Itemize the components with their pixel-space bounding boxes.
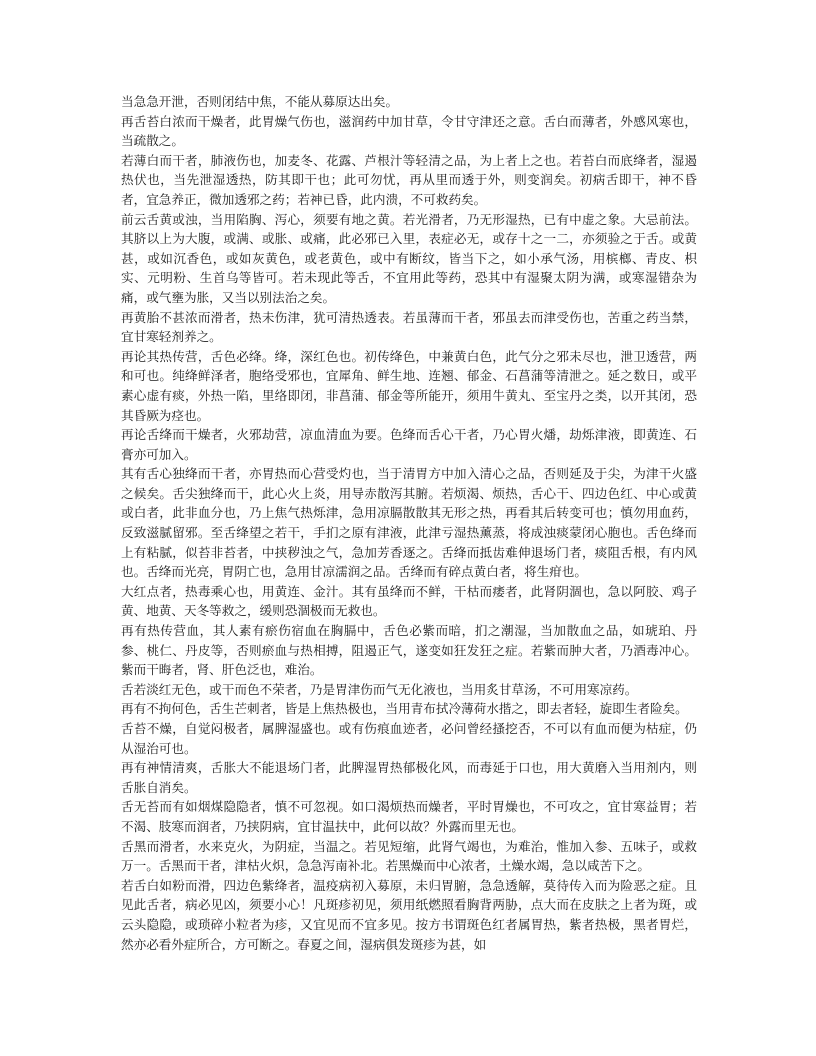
paragraph: 再论舌绛而干燥者，火邪劫营，凉血清血为要。色绛而舌心干者，乃心胃火燔，劫烁津液，即黄连、石膏亦可加入。 <box>121 427 697 462</box>
paragraph: 当急急开泄，否则闭结中焦，不能从募原达出矣。 <box>121 94 399 109</box>
paragraph: 舌黑而滑者，水来克火，为阴症，当温之。若见短缩，此肾气竭也，为难治，惟加入参、五味子，或救万一。舌黑而干者，津枯火炽，急急泻南补北。若黑燥而中心浓者，土燥水竭，急以咸苦下之。 <box>121 838 697 874</box>
paragraph: 若舌白如粉而滑，四边色紫绛者，温疫病初入募原，未归胃腑，急急透解，莫待传入而为险恶之症。且见此舌者，病必见凶，须要小心！凡斑疹初见，须用纸燃照看胸背两胁，点大而在皮肤之上者为斑，或云头隐隐，或琐碎小粒者为疹，又宜见而不宜多见。按方书谓斑色红者属胃热，紫者热极，黑者胃烂，然亦必看外症所合，方可断之。春夏之间，湿病俱发斑疹为甚，如 <box>121 877 697 952</box>
paragraph: 舌苔不燥，自觉闷极者，属脾湿盛也。或有伤痕血迹者，必问曾经搔挖否，不可以有血而便为枯症，仍从湿治可也。 <box>121 721 697 756</box>
paragraph: 若薄白而干者，肺液伤也，加麦冬、花露、芦根汁等轻清之品，为上者上之也。若苔白而底绛者，湿遏热伏也，当先泄湿透热，防其即干也；此可勿忧，再从里而透于外，则变润矣。初病舌即干，神不昏者，宜急养正，微加透邪之药；若神已昏，此内溃，不可救药矣。 <box>121 152 697 207</box>
paragraph: 舌若淡红无色，或干而色不荣者，乃是胃津伤而气无化液也，当用炙甘草汤，不可用寒凉药。 <box>121 681 638 697</box>
paragraph: 再有神情清爽，舌胀大不能退场门者，此脾湿胃热郁极化风，而毒延于口也，用大黄磨入当用剂内，则舌胀自消矣。 <box>121 760 697 795</box>
document-body <box>121 92 697 954</box>
paragraph: 再有不拘何色，舌生芒刺者，皆是上焦热极也，当用青布拭冷薄荷水揩之，即去者轻，旋即生者险矣。 <box>121 701 688 717</box>
paragraph: 前云舌黄或浊，当用陷胸、泻心，须要有地之黄。若光滑者，乃无形湿热，已有中虚之象。大忌前法。其脐以上为大腹，或满、或胀、或痛，此必邪已入里，表症必无，或存十之一二，亦须验之于舌。或黄甚，或如沉香色，或如灰黄色，或老黄色，或中有断纹，皆当下之，如小承气汤，用槟榔、青皮、枳实、元明粉、生首乌等皆可。若未现此等舌，不宜用此等药，恐其中有湿聚太阴为满，或寒湿错杂为痛，或气壅为胀，又当以别法治之矣。 <box>121 211 697 305</box>
paragraph: 再有热传营血，其人素有瘀伤宿血在胸膈中，舌色必紫而暗，扪之潮湿，当加散血之品，如琥珀、丹参、桃仁、丹皮等，否则瘀血与热相搏，阻遏正气，遂变如狂发狂之症。若紫而肿大者，乃酒毒冲心。紫而干晦者，肾、肝色泛也，难治。 <box>121 623 697 678</box>
paragraph: 舌无苔而有如烟煤隐隐者，慎不可忽视。如口渴烦热而燥者，平时胃燥也，不可攻之，宜甘寒益胃；若不渴、肢寒而润者，乃挟阴病，宜甘温扶中，此何以故？外露而里无也。 <box>121 799 697 834</box>
paragraph: 其有舌心独绛而干者，亦胃热而心营受灼也，当于清胃方中加入清心之品，否则延及于尖，为津干火盛之候矣。舌尖独绛而干，此心火上炎，用导赤散泻其腑。若烦渴、烦热，舌心干、四边色红、中心或黄或白者，此非血分也，乃上焦气热烁津，急用凉膈散散其无形之热，再看其后转变可也；慎勿用血药，反致滋腻留邪。至舌绛望之若干，手扪之原有津液，此津亏湿热薰蒸，将成浊痰蒙闭心胞也。舌色绛而上有粘腻，似苔非苔者，中挟秽浊之气，急加芳香逐之。舌绛而抵齿难伸退场门者，痰阻舌根，有内风也。舌绛而光亮，胃阴亡也，急用甘凉濡润之品。舌绛而有碎点黄白者，将生疳也。 <box>121 466 697 580</box>
paragraph: 大红点者，热毒乘心也，用黄连、金汁。其有虽绛而不鲜，干枯而痿者，此肾阴涸也，急以阿胶、鸡子黄、地黄、天冬等救之，缓则恐涸极而无救也。 <box>121 583 697 619</box>
paragraph: 再黄胎不甚浓而滑者，热未伤津，犹可清热透表。若虽薄而干者，邪虽去而津受伤也，苦重之药当禁，宜甘寒轻剂养之。 <box>121 309 697 345</box>
paragraph: 再舌苔白浓而干燥者，此胃燥气伤也，滋润药中加甘草，令甘守津还之意。舌白而薄者，外感风寒也，当疏散之。 <box>121 113 697 149</box>
paragraph: 再论其热传营，舌色必绛。绛，深红色也。初传绛色，中兼黄白色，此气分之邪未尽也，泄卫透营，两和可也。纯绛鲜泽者，胞络受邪也，宜犀角、鲜生地、连翘、郁金、石菖蒲等清泄之。延之数日，或平素心虚有痰，外热一陷，里络即闭，非菖蒲、郁金等所能开，须用牛黄丸、至宝丹之类，以开其闭，恐其昏厥为痉也。 <box>121 348 697 423</box>
